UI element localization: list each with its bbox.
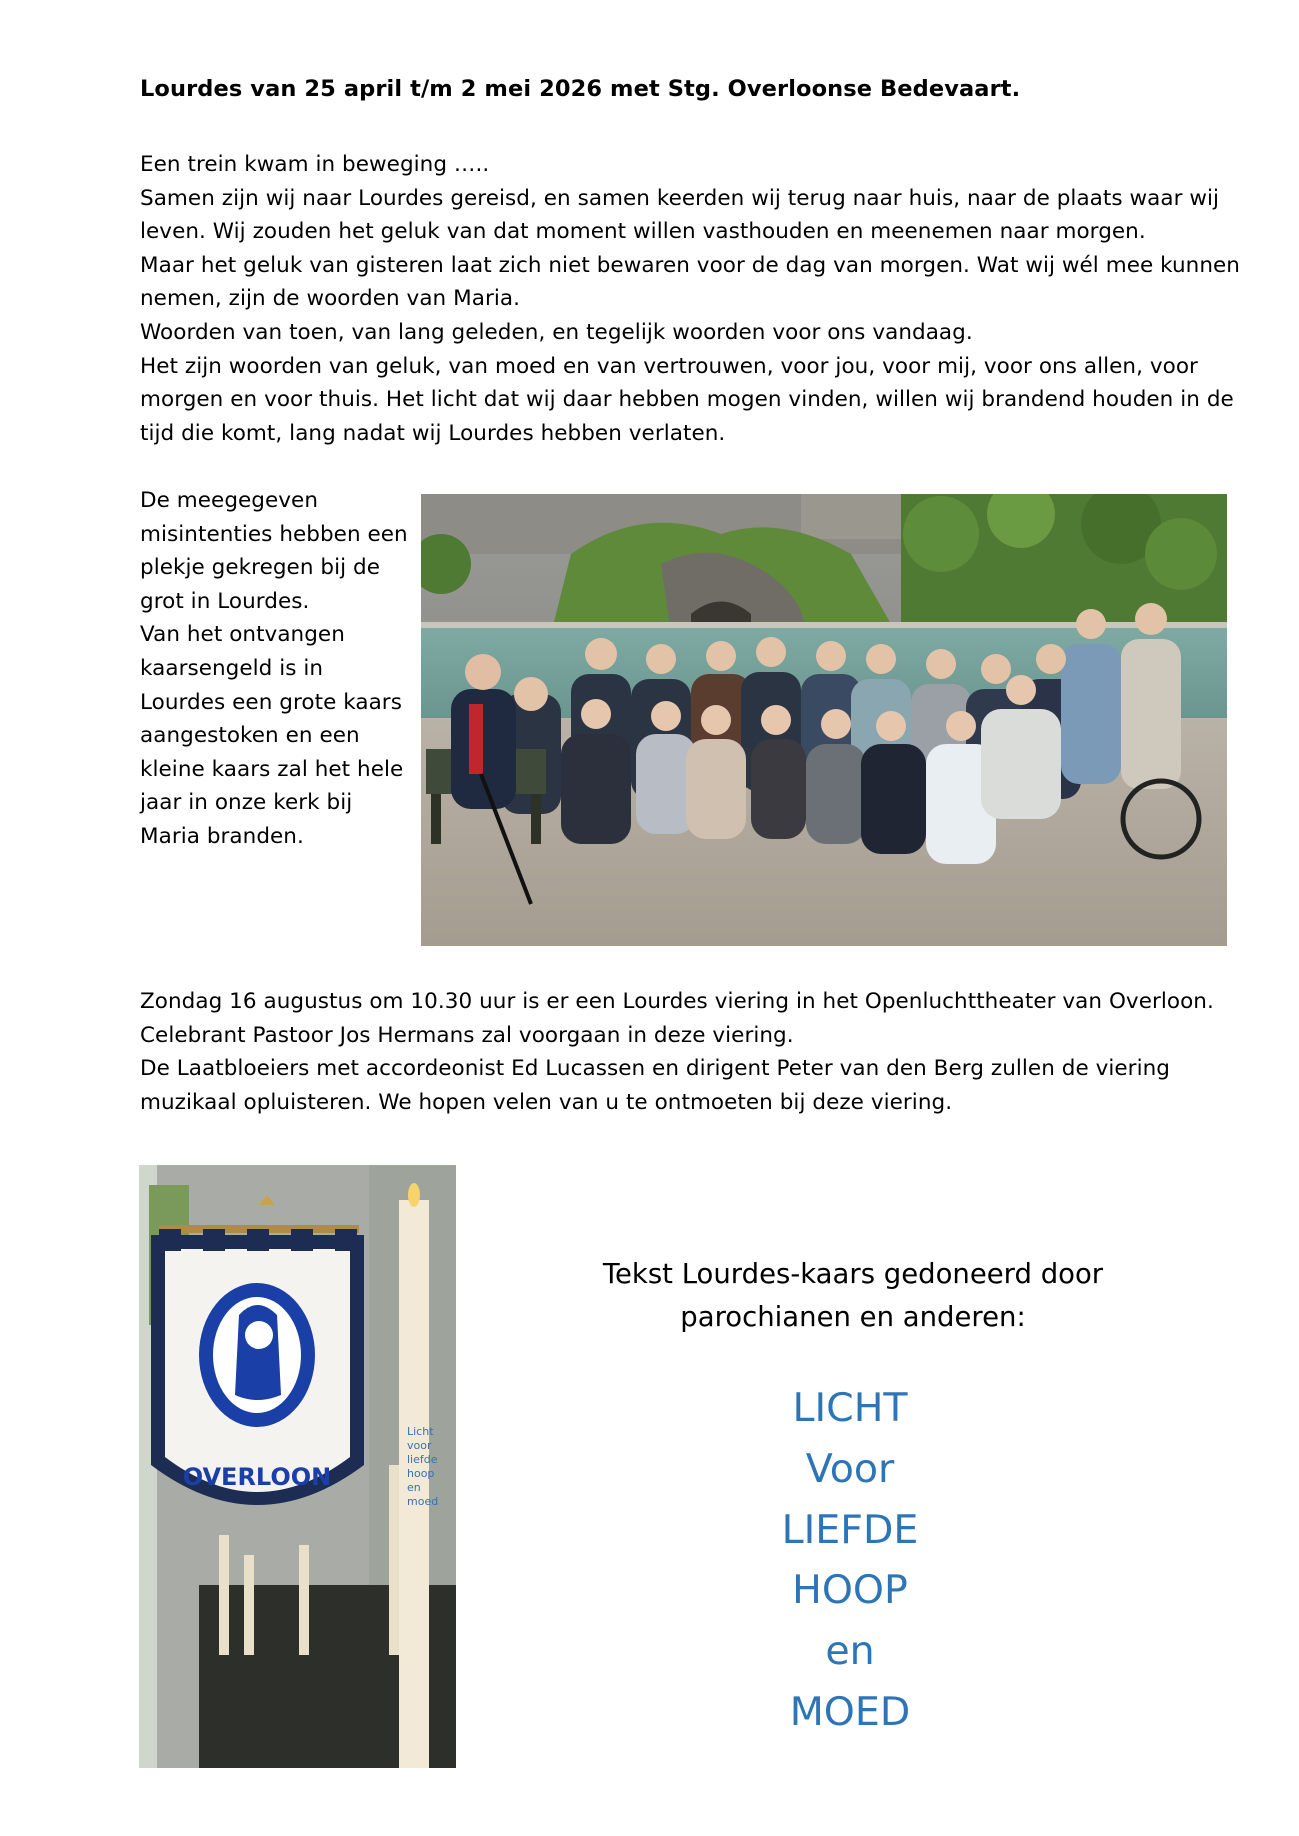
side-line: misintenties hebben een xyxy=(140,521,408,547)
candle-label: Licht voor liefde hoop en moed xyxy=(407,1425,439,1508)
candle-word: HOOP xyxy=(792,1567,908,1614)
intro-line: nemen, zijn de woorden van Maria. xyxy=(140,286,520,312)
side-line: kleine kaars zal het hele xyxy=(140,756,404,782)
intro-line: Woorden van toen, van lang geleden, en tegelijk woorden voor ons vandaag. xyxy=(140,319,973,345)
event-paragraph xyxy=(140,985,1214,1119)
side-line: Maria branden. xyxy=(140,823,304,849)
side-line: aangestoken en een xyxy=(140,723,360,749)
side-line: plekje gekregen bij de xyxy=(140,555,380,581)
group-photo-lourdes xyxy=(421,494,1227,946)
side-line: Van het ontvangen xyxy=(140,622,345,648)
event-line: Zondag 16 augustus om 10.30 uur is er een Lourdes viering in het Openluchttheater van Overloon. xyxy=(140,989,1214,1014)
side-line: Lourdes een grote kaars xyxy=(140,689,402,715)
banner-text: OVERLOON xyxy=(182,1463,332,1491)
candle-word: LIEFDE xyxy=(781,1506,919,1553)
event-line: De Laatbloeiers met accordeonist Ed Lucassen en dirigent Peter van den Berg zullen de viering xyxy=(140,1056,1170,1082)
candle-text-caption xyxy=(540,1253,1166,1339)
caption-line: Tekst Lourdes-kaars gedoneerd door xyxy=(602,1258,1104,1290)
side-line: De meegegeven xyxy=(140,488,318,513)
intro-line: Samen zijn wij naar Lourdes gereisd, en samen keerden wij terug naar huis, naar de plaats waar wij xyxy=(140,185,1220,211)
candle-word: LICHT xyxy=(792,1385,908,1431)
event-line: muzikaal opluisteren. We hopen velen van u te ontmoeten bij deze viering. xyxy=(140,1089,953,1115)
event-line: Celebrant Pastoor Jos Hermans zal voorgaan in deze viering. xyxy=(140,1022,794,1048)
side-paragraph xyxy=(140,484,408,854)
candle-word: Voor xyxy=(805,1445,895,1492)
page-title: Lourdes van 25 april t/m 2 mei 2026 met Stg. Overloonse Bedevaart. xyxy=(140,76,1021,102)
intro-line: tijd die komt, lang nadat wij Lourdes hebben verlaten. xyxy=(140,420,726,446)
candle-word: en xyxy=(825,1628,875,1675)
intro-line: Een trein kwam in beweging ….. xyxy=(140,152,490,177)
intro-line: Maar het geluk van gisteren laat zich niet bewaren voor de dag van morgen. Wat wij wél mee kunnen xyxy=(140,252,1240,278)
overloon-banner-photo xyxy=(139,1165,456,1768)
intro-line: Het zijn woorden van geluk, van moed en van vertrouwen, voor jou, voor mij, voor ons allen, voor xyxy=(140,353,1198,379)
side-line: jaar in onze kerk bij xyxy=(140,790,353,816)
intro-line: morgen en voor thuis. Het licht dat wij daar hebben mogen vinden, willen wij brandend houden in de xyxy=(140,387,1234,413)
side-line: grot in Lourdes. xyxy=(140,588,310,614)
side-line: kaarsengeld is in xyxy=(140,655,324,681)
candle-words xyxy=(700,1378,1000,1743)
caption-line: parochianen en anderen: xyxy=(680,1301,1026,1333)
intro-line: leven. Wij zouden het geluk van dat moment willen vasthouden en meenemen naar morgen. xyxy=(140,219,1146,245)
candle-word: MOED xyxy=(789,1688,911,1735)
intro-paragraph xyxy=(140,148,1240,450)
